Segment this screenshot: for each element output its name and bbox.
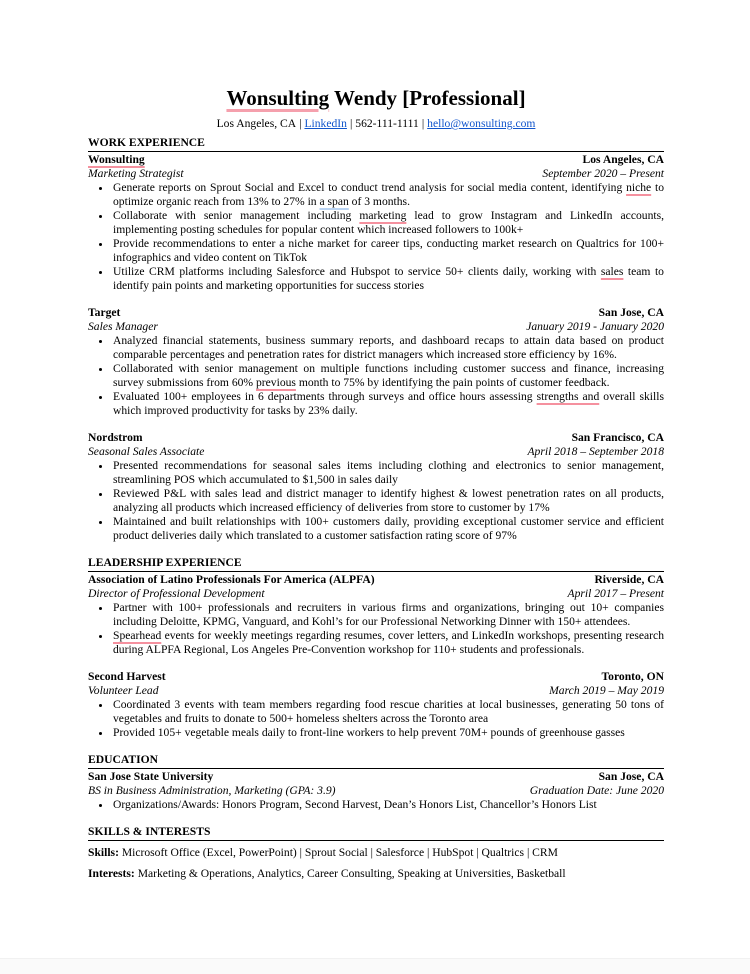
bullet-item — [112, 515, 664, 543]
text-segment: San Jose State University — [88, 770, 214, 783]
text-segment: Presented recommendations for seasonal sales items including clothing and electronics to senior management, streamlining POS which accumulated to $1,500 in sales daily — [113, 459, 664, 486]
bullet-list — [88, 459, 664, 543]
entry-role-row — [88, 445, 664, 459]
company-name — [88, 670, 166, 684]
contact-separator: | — [349, 117, 353, 130]
entry-header-row — [88, 431, 664, 445]
entry-header-row — [88, 573, 664, 587]
contact-line — [88, 117, 664, 131]
role-title: Marketing Strategist — [88, 167, 184, 180]
entry-dates: April 2017 – Present — [567, 587, 664, 600]
contact-location: Los Angeles, CA — [216, 117, 297, 130]
contact-phone: 562-111-1111 — [355, 117, 419, 130]
text-segment: Partner with 100+ professionals and recruiters in various firms and organizations, bringing out 10+ companies including Deloitte, KPMG, Vanguard, and Kohl’s for our Professional Networking Dinner with 150+ attendees. — [113, 601, 664, 628]
bullet-item — [112, 334, 664, 362]
text-segment: of 3 months. — [348, 195, 410, 208]
bullet-item — [112, 265, 664, 293]
spellcheck-red-underline: previous — [256, 376, 296, 389]
entry-role-row — [88, 320, 664, 334]
spellcheck-red-underline: Spearhead — [113, 629, 162, 642]
labeled-line: Skills: Microsoft Office (Excel, PowerPoint) | Sprout Social | Salesforce | HubSpot | Qualtrics | CRM — [88, 846, 558, 859]
text-segment: Second Harvest — [88, 670, 166, 683]
bullet-list — [88, 181, 664, 293]
text-segment: Provide recommendations to enter a niche market for career tips, conducting market research on Qualtrics for 100+ infographics and video content on TikTok — [113, 237, 664, 264]
text-segment: Collaborate with senior management including — [113, 209, 360, 222]
entry-dates: Graduation Date: June 2020 — [529, 784, 664, 797]
bullet-item — [112, 181, 664, 209]
experience-entry — [88, 770, 664, 812]
page-bottom-edge — [0, 958, 750, 974]
entry-role-row — [88, 684, 664, 698]
text-segment: Analyzed financial statements, business summary reports, and dashboard recaps to attain data based on product comparable percentages and penetration rates for district managers which increased store efficiency by 16%. — [113, 334, 664, 361]
bullet-item — [112, 798, 664, 812]
grammar-blue-underline: a span — [319, 195, 349, 208]
entry-dates: April 2018 – September 2018 — [527, 445, 664, 458]
spellcheck-red-underline: Wonsulting — [88, 153, 145, 166]
page-title-rest: Wendy [Professional] — [329, 86, 526, 110]
text-segment: Coordinated 3 events with team members regarding food rescue charities at local businesses, generating 50 tons of vegetables and fruits to donate to 500+ homeless shelters across the Toronto area — [113, 698, 664, 725]
section-heading: LEADERSHIP EXPERIENCE — [88, 556, 664, 572]
linkedin-link[interactable]: LinkedIn — [304, 117, 347, 130]
company-name — [88, 306, 120, 320]
section-heading: WORK EXPERIENCE — [88, 136, 664, 152]
entry-dates: September 2020 – Present — [542, 167, 664, 180]
role-title: Sales Manager — [88, 320, 158, 333]
text-segment: Maintained and built relationships with 100+ customers daily, providing exceptional customer service and efficient product deliveries daily which translated to a customer satisfaction rating score of 97% — [113, 515, 664, 542]
resume-page — [88, 86, 664, 888]
text-segment: Target — [88, 306, 121, 319]
experience-entry — [88, 670, 664, 740]
bullet-item — [112, 209, 664, 237]
email-link[interactable]: hello@wonsulting.com — [427, 117, 536, 130]
entry-location: San Jose, CA — [598, 770, 664, 783]
role-title: Seasonal Sales Associate — [88, 445, 205, 458]
text-segment: Organizations/Awards: Honors Program, Second Harvest, Dean’s Honors List, Chancellor’s Honors List — [113, 798, 597, 811]
bullet-item — [112, 601, 664, 629]
text-segment: to optimize organic reach from 13% to 27% in — [113, 181, 664, 208]
entry-role-row — [88, 784, 664, 798]
entry-location: Toronto, ON — [601, 670, 664, 683]
section-heading: EDUCATION — [88, 753, 664, 769]
bullet-item — [112, 390, 664, 418]
line-label: Skills: — [88, 846, 119, 859]
resume-section — [88, 136, 664, 543]
entry-dates: January 2019 - January 2020 — [526, 320, 664, 333]
text-segment: overall skills which improved productivity for tasks by 23% daily. — [113, 390, 664, 417]
section-heading: SKILLS & INTERESTS — [88, 825, 664, 841]
entry-role-row — [88, 587, 664, 601]
text-segment: Nordstrom — [88, 431, 143, 444]
entry-location: Los Angeles, CA — [582, 153, 664, 166]
bullet-item — [112, 487, 664, 515]
contact-separator: | — [421, 117, 425, 130]
bullet-item — [112, 629, 664, 657]
bullet-item — [112, 362, 664, 390]
text-segment: Collaborated with senior management on multiple functions including customer success and finance, increasing survey submissions from 60% — [113, 362, 664, 389]
bullet-list — [88, 334, 664, 418]
entry-location: Riverside, CA — [594, 573, 664, 586]
bullet-list — [88, 601, 664, 657]
entry-location: San Jose, CA — [598, 306, 664, 319]
text-segment: lead to grow Instagram and LinkedIn accounts, implementing posting schedules for popular content which increased followers to 100k+ — [113, 209, 664, 236]
company-name — [88, 153, 145, 167]
role-title: BS in Business Administration, Marketing (GPA: 3.9) — [88, 784, 336, 797]
line-label: Interests: — [88, 867, 135, 880]
experience-entry — [88, 573, 664, 657]
entry-header-row — [88, 153, 664, 167]
bullet-item — [112, 698, 664, 726]
text-segment: team to identify pain points and marketing opportunities for success stories — [113, 265, 664, 292]
spellcheck-red-underline: sales — [600, 265, 624, 278]
spellcheck-red-underline: marketing — [359, 209, 407, 222]
resume-section — [88, 556, 664, 740]
entry-dates: March 2019 – May 2019 — [549, 684, 664, 697]
spellcheck-red-underline: Wonsulting — [226, 86, 330, 110]
text-segment: month to 75% by identifying the pain points of customer feedback. — [295, 376, 610, 389]
text-segment: Generate reports on Sprout Social and Excel to conduct trend analysis for social media content, identifying — [113, 181, 627, 194]
bullet-list — [88, 698, 664, 740]
spellcheck-red-underline: niche — [626, 181, 652, 194]
entry-header-row — [88, 306, 664, 320]
page-title — [88, 86, 664, 110]
entry-header-row — [88, 770, 664, 784]
experience-entry — [88, 431, 664, 543]
company-name — [88, 770, 213, 784]
entry-role-row — [88, 167, 664, 181]
text-segment: Provided 105+ vegetable meals daily to front-line workers to help prevent 70M+ pounds of greenhouse gasses — [113, 726, 625, 739]
bullet-item — [112, 726, 664, 740]
entry-location: San Francisco, CA — [571, 431, 664, 444]
spellcheck-red-underline: strengths and — [536, 390, 600, 403]
contact-separator: | — [299, 117, 302, 130]
sections-root — [88, 136, 664, 881]
resume-section — [88, 753, 664, 812]
role-title: Director of Professional Development — [88, 587, 265, 600]
role-title: Volunteer Lead — [88, 684, 159, 697]
resume-section — [88, 825, 664, 881]
labeled-line: Interests: Marketing & Operations, Analytics, Career Consulting, Speaking at Universities, Basketball — [88, 867, 566, 880]
text-segment: Evaluated 100+ employees in 6 departments through surveys and office hours assessing — [113, 390, 537, 403]
bullet-item — [112, 237, 664, 265]
company-name — [88, 431, 143, 445]
entry-header-row — [88, 670, 664, 684]
text-segment: Utilize CRM platforms including Salesforce and Hubspot to service 50+ clients daily, working with — [113, 265, 601, 278]
bullet-item — [112, 459, 664, 487]
bullet-list — [88, 798, 664, 812]
text-segment: Association of Latino Professionals For America (ALPFA) — [88, 573, 375, 586]
text-segment: events for weekly meetings regarding resumes, cover letters, and LinkedIn workshops, presenting research during ALPFA Regional, Los Angeles Pre-Convention workshop for 110+ students and professionals. — [113, 629, 664, 656]
experience-entry — [88, 306, 664, 418]
experience-entry — [88, 153, 664, 293]
text-segment: Reviewed P&L with sales lead and district manager to identify highest & lowest penetration rates on all products, analyzing all products which increased efficiency of deliveries from store to customer by 17% — [113, 487, 664, 514]
company-name — [88, 573, 375, 587]
